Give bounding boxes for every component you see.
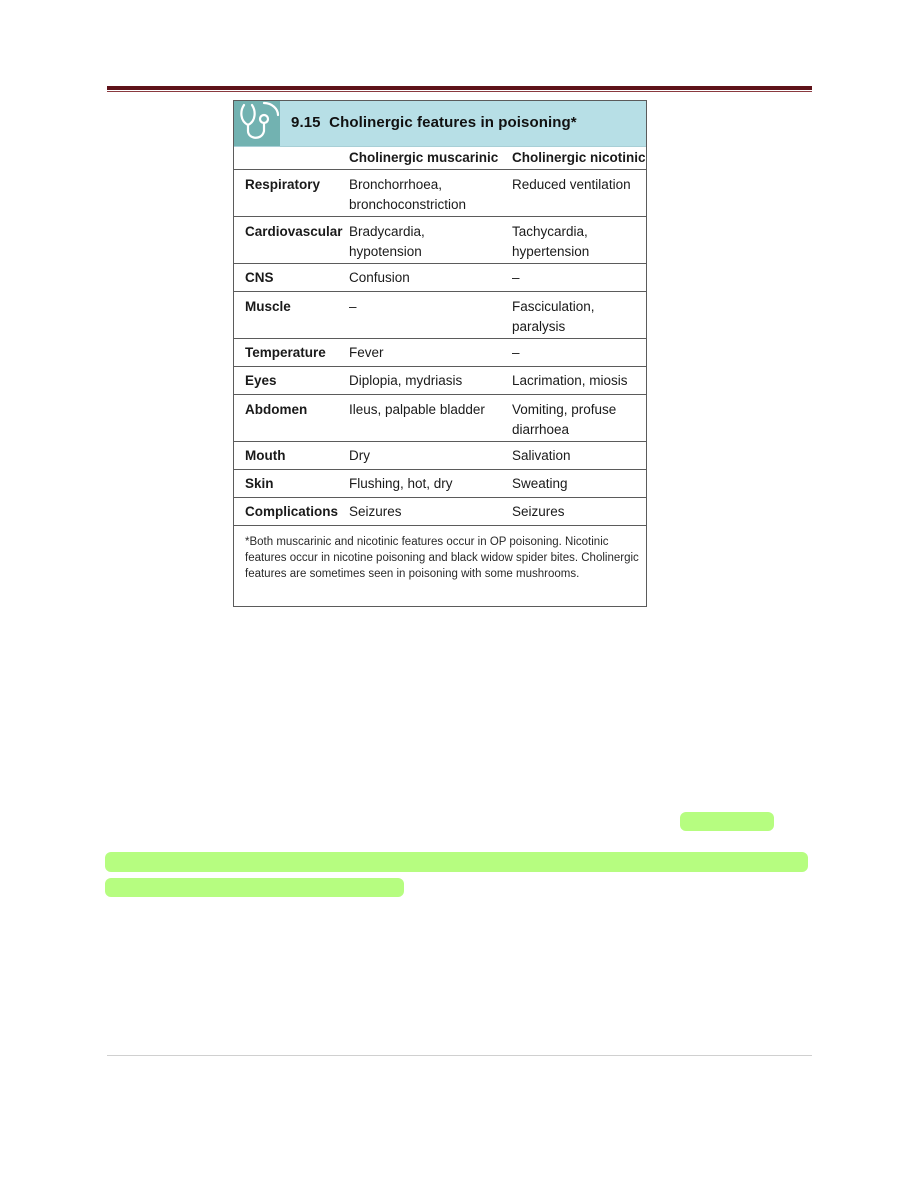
muscarinic-cell: Flushing, hot, dry bbox=[349, 476, 453, 491]
table-title-text: Cholinergic features in poisoning* bbox=[329, 114, 577, 131]
table-row bbox=[234, 395, 646, 442]
muscarinic-cell: Confusion bbox=[349, 270, 410, 285]
muscarinic-cell: Dry bbox=[349, 448, 370, 463]
highlight-mark bbox=[105, 878, 404, 897]
table-row bbox=[234, 470, 646, 498]
muscarinic-cell: – bbox=[349, 299, 357, 314]
row-label: Skin bbox=[245, 476, 274, 491]
table-header-row bbox=[234, 147, 646, 170]
nicotinic-cell: – bbox=[512, 345, 520, 360]
table-title-bar bbox=[234, 101, 646, 147]
table-title bbox=[291, 114, 577, 131]
row-label: Abdomen bbox=[245, 402, 308, 417]
muscarinic-cell: Diplopia, mydriasis bbox=[349, 373, 463, 388]
column-header-muscarinic: Cholinergic muscarinic bbox=[349, 150, 499, 165]
muscarinic-cell: Seizures bbox=[349, 504, 402, 519]
nicotinic-cell: Lacrimation, miosis bbox=[512, 373, 628, 388]
muscarinic-cell: Bronchorrhoea, bronchoconstriction bbox=[349, 177, 467, 212]
table-row bbox=[234, 442, 646, 470]
muscarinic-cell: Ileus, palpable bladder bbox=[349, 402, 485, 417]
nicotinic-cell: Vomiting, profuse diarrhoea bbox=[512, 402, 617, 437]
table-row bbox=[234, 498, 646, 526]
highlight-mark bbox=[680, 812, 774, 831]
page-header-rule bbox=[107, 86, 812, 90]
muscarinic-cell: Fever bbox=[349, 345, 384, 360]
table-row bbox=[234, 367, 646, 395]
row-label: CNS bbox=[245, 270, 274, 285]
table-box bbox=[233, 100, 647, 607]
table-number: 9.15 bbox=[291, 114, 321, 131]
table-row bbox=[234, 170, 646, 217]
table-row bbox=[234, 292, 646, 339]
nicotinic-cell: Tachycardia, hypertension bbox=[512, 224, 590, 259]
page-header-rule-thin bbox=[107, 91, 812, 92]
nicotinic-cell: Seizures bbox=[512, 504, 565, 519]
row-label: Eyes bbox=[245, 373, 277, 388]
highlight-mark bbox=[105, 852, 808, 872]
row-label: Muscle bbox=[245, 299, 291, 314]
nicotinic-cell: – bbox=[512, 270, 520, 285]
table-row bbox=[234, 217, 646, 264]
row-label: Mouth bbox=[245, 448, 286, 463]
row-label: Cardiovascular bbox=[245, 224, 343, 239]
muscarinic-cell: Bradycardia, hypotension bbox=[349, 224, 425, 259]
row-label: Respiratory bbox=[245, 177, 321, 192]
nicotinic-cell: Salivation bbox=[512, 448, 571, 463]
table-row bbox=[234, 264, 646, 292]
stethoscope-icon bbox=[234, 101, 280, 146]
column-header-nicotinic: Cholinergic nicotinic bbox=[512, 150, 646, 165]
nicotinic-cell: Fasciculation, paralysis bbox=[512, 299, 595, 334]
table-footnote: *Both muscarinic and nicotinic features occur in OP poisoning. Nicotinic features occur in nicotine poisoning and black widow spider bites. Cholinergic features are sometimes seen in poisoning with some mushrooms. bbox=[245, 536, 639, 580]
nicotinic-cell: Reduced ventilation bbox=[512, 177, 631, 192]
page-footer-rule bbox=[107, 1055, 812, 1056]
row-label: Temperature bbox=[245, 345, 326, 360]
table-row bbox=[234, 339, 646, 367]
nicotinic-cell: Sweating bbox=[512, 476, 568, 491]
row-label: Complications bbox=[245, 504, 339, 519]
